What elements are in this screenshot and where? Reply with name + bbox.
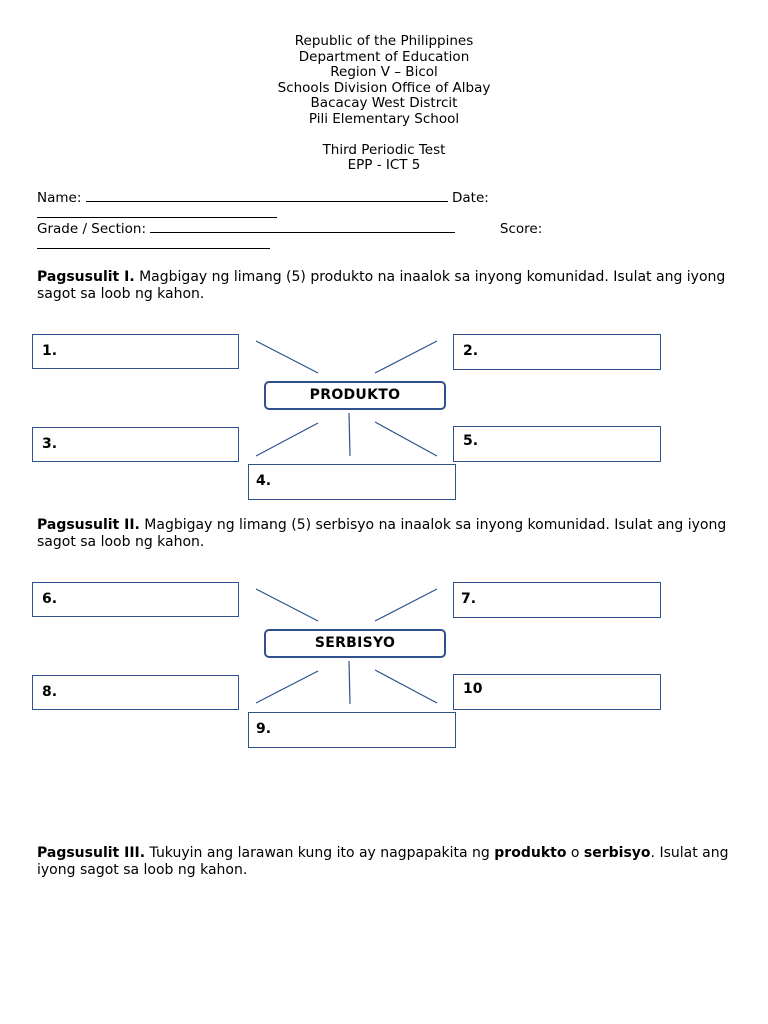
part1-text: Magbigay ng limang (5) produkto na inaalok sa inyong komunidad. Isulat ang iyong sagot sa loob ng kahon. bbox=[37, 269, 726, 302]
answer-box-10[interactable] bbox=[453, 674, 661, 710]
connector-line bbox=[375, 589, 437, 621]
header-line-school: Pili Elementary School bbox=[308, 110, 460, 127]
header-line-region: Region V – Bicol bbox=[330, 64, 438, 81]
connector-line bbox=[256, 423, 318, 456]
connector-line bbox=[349, 413, 350, 456]
part2-instructions bbox=[37, 517, 737, 551]
answer-box-9[interactable] bbox=[248, 712, 456, 748]
test-subject: EPP - ICT 5 bbox=[347, 157, 421, 174]
answer-box-label: 2. bbox=[463, 343, 479, 359]
part2-text: Magbigay ng limang (5) serbisyo na inaalok sa inyong komunidad. Isulat ang iyong sagot sa loob ng kahon. bbox=[37, 517, 727, 550]
answer-box-8[interactable] bbox=[32, 675, 239, 710]
connector-line bbox=[256, 671, 318, 703]
answer-box-label: 5. bbox=[463, 433, 479, 449]
part3-text-b: o bbox=[566, 845, 584, 861]
part2-title: Pagsusulit II. bbox=[37, 517, 140, 533]
header-line-division: Schools Division Office of Albay bbox=[277, 79, 491, 96]
connector-line bbox=[375, 422, 437, 456]
part3-instructions bbox=[37, 845, 737, 879]
connector-line bbox=[375, 341, 437, 373]
answer-box-3[interactable] bbox=[32, 427, 239, 462]
part1-title: Pagsusulit I. bbox=[37, 269, 135, 285]
answer-box-7[interactable] bbox=[453, 582, 661, 618]
answer-box-5[interactable] bbox=[453, 426, 661, 462]
connector-line bbox=[375, 670, 437, 703]
header-line-republic: Republic of the Philippines bbox=[294, 33, 474, 49]
answer-box-1[interactable] bbox=[32, 334, 239, 369]
answer-box-label: 3. bbox=[42, 436, 58, 452]
grade-section-label: Grade / Section: bbox=[37, 221, 146, 237]
answer-box-label: 1. bbox=[42, 343, 58, 359]
answer-box-2[interactable] bbox=[453, 334, 661, 370]
part3-bold-produkto: produkto bbox=[494, 845, 567, 861]
connector-line bbox=[349, 661, 350, 704]
header-line-department: Department of Education bbox=[298, 48, 470, 65]
answer-box-label: 4. bbox=[256, 473, 272, 489]
answer-box-label: 9. bbox=[256, 721, 272, 737]
answer-box-4[interactable] bbox=[248, 464, 456, 500]
answer-box-label: 8. bbox=[42, 684, 58, 700]
connector-line bbox=[256, 589, 318, 621]
answer-box-6[interactable] bbox=[32, 582, 239, 617]
answer-box-label: 7. bbox=[461, 591, 477, 607]
answer-box-label: 10 bbox=[463, 681, 483, 697]
date-label: Date: bbox=[451, 190, 489, 206]
part3-title: Pagsusulit III. bbox=[37, 845, 146, 861]
header-line-district: Bacacay West Distrcit bbox=[310, 95, 458, 112]
score-label: Score: bbox=[499, 221, 543, 237]
produkto-center-box: PRODUKTO bbox=[264, 381, 446, 410]
name-label: Name: bbox=[37, 190, 82, 206]
answer-box-label: 6. bbox=[42, 591, 58, 607]
connector-line bbox=[256, 341, 318, 373]
part3-text-a: Tukuyin ang larawan kung ito ay nagpapakita ng bbox=[145, 845, 495, 861]
part3-bold-serbisyo: serbisyo bbox=[583, 845, 651, 861]
part3-text-c: . Isulat ang iyong sagot sa loob ng kahon. bbox=[37, 845, 729, 878]
serbisyo-center-box: SERBISYO bbox=[264, 629, 446, 658]
test-title: Third Periodic Test bbox=[322, 141, 446, 158]
